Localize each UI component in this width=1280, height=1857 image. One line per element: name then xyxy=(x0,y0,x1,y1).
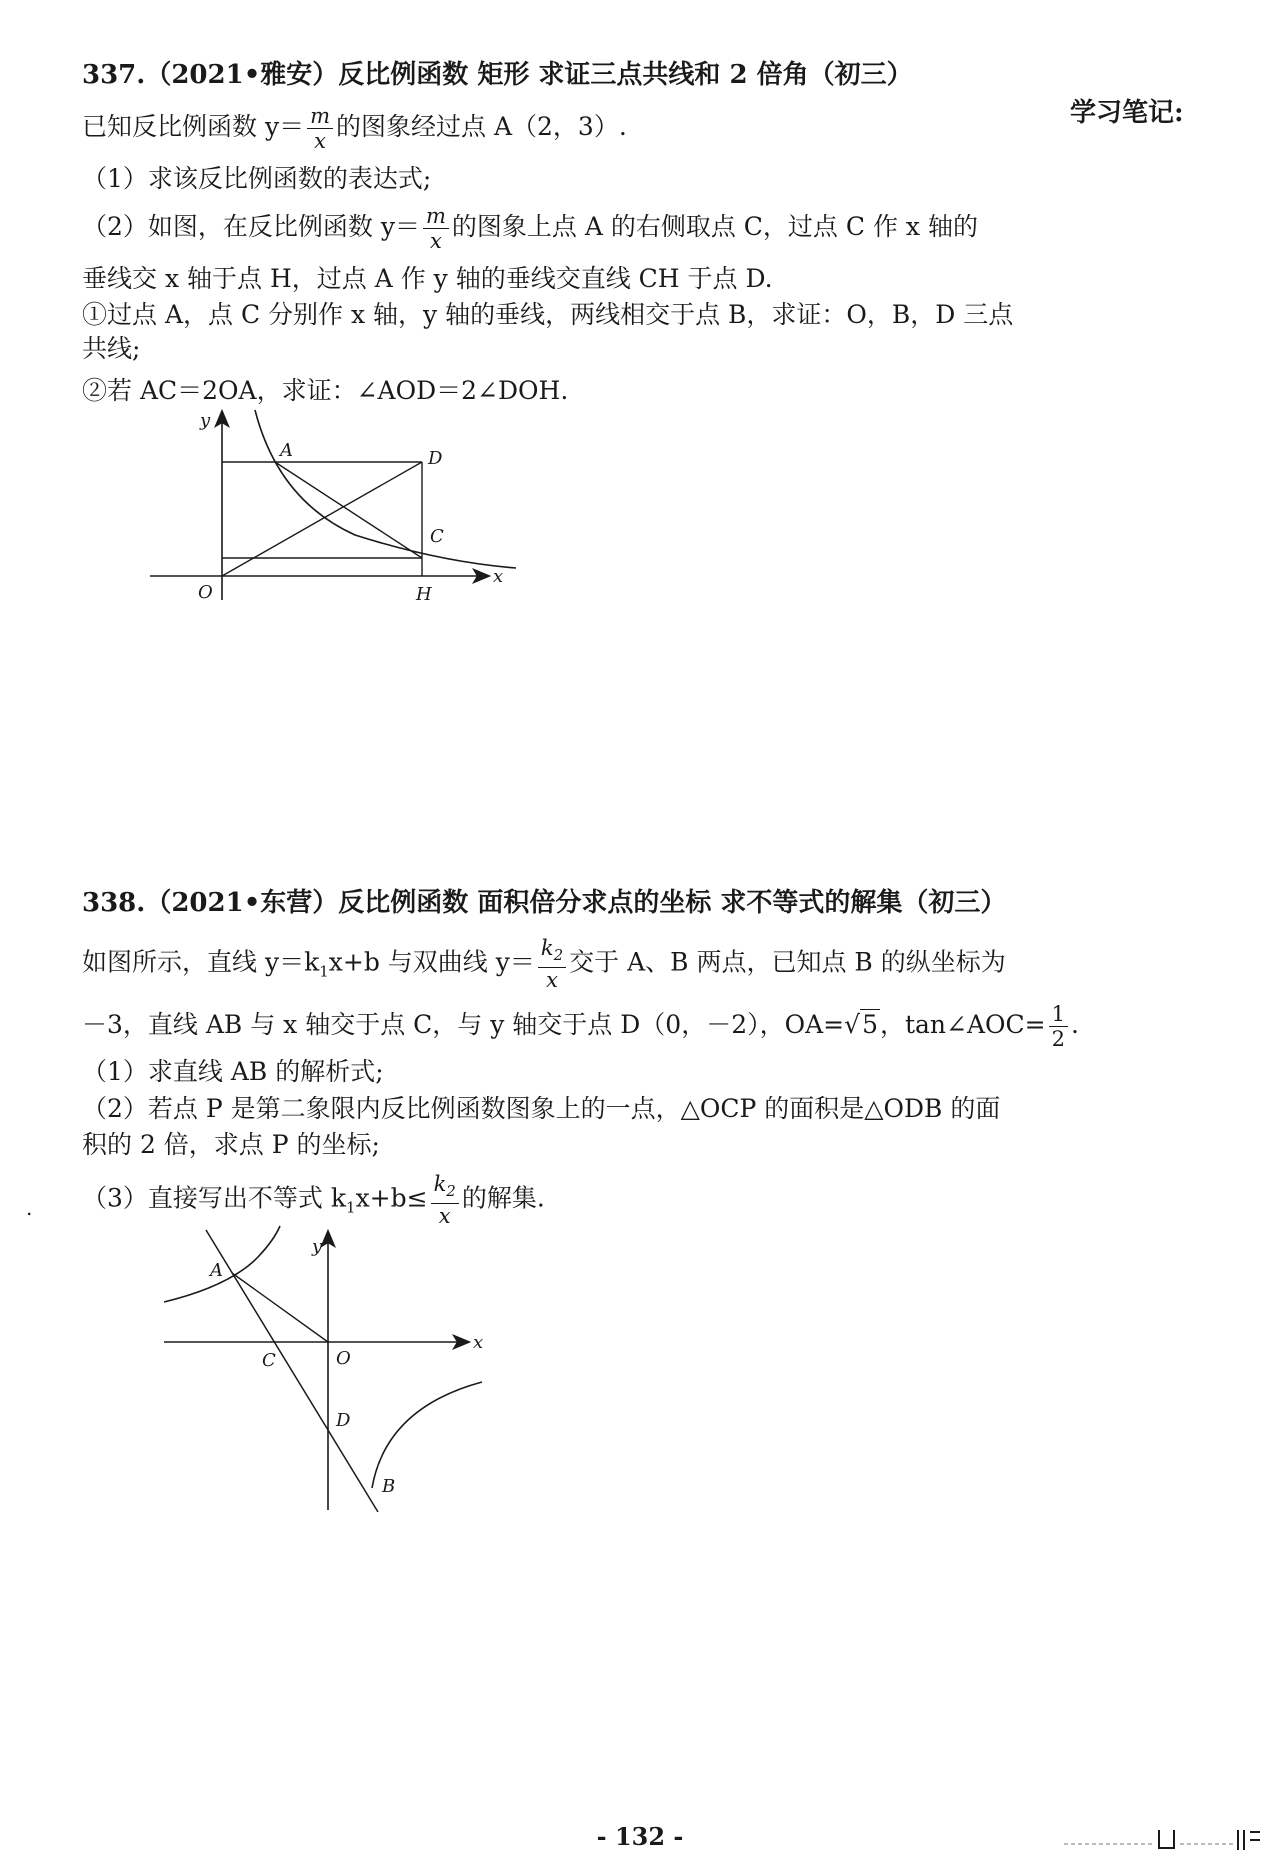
subscript: 2 xyxy=(446,1182,456,1201)
problem-337-q2-line5: ②若 AC＝2OA，求证：∠AOD＝2∠DOH. xyxy=(82,376,569,405)
label-b: B xyxy=(382,1476,396,1497)
fraction-m-over-x xyxy=(423,204,449,253)
frac-den: x xyxy=(438,1204,451,1229)
segment-od xyxy=(222,462,422,576)
subscript: 1 xyxy=(346,1198,356,1217)
frac-num: m xyxy=(423,204,449,229)
fraction-k2-over-x xyxy=(431,1172,459,1228)
frac-num xyxy=(538,936,566,968)
frac-den: x xyxy=(430,229,442,253)
fraction-k2-over-x xyxy=(538,936,566,992)
study-notes-label: 学习笔记: xyxy=(1070,98,1184,128)
frac-num: m xyxy=(307,104,333,129)
text: 的图象上点 A 的右侧取点 C，过点 C 作 x 轴的 xyxy=(451,212,978,241)
page-number: - 132 - xyxy=(596,1822,684,1851)
label-a: A xyxy=(280,440,293,461)
text: －3，直线 AB 与 x 轴交于点 C，与 y 轴交于点 D（0，－2），OA= xyxy=(82,1010,845,1039)
subscript: 1 xyxy=(319,962,329,981)
label-d: D xyxy=(428,448,443,469)
label-h: H xyxy=(416,584,432,605)
text: （2）如图，在反比例函数 y＝ xyxy=(82,212,420,241)
text: 交于 A、B 两点，已知点 B 的纵坐标为 xyxy=(569,947,1006,977)
figure-337 xyxy=(140,400,530,610)
problem-337-q1: （1）求该反比例函数的表达式; xyxy=(82,164,432,193)
segment-ac xyxy=(275,462,422,558)
label-c: C xyxy=(430,526,444,547)
problem-338-intro-line1 xyxy=(82,936,1006,992)
hyperbola-branch-fourth-quadrant xyxy=(372,1382,482,1488)
text: 已知反比例函数 y＝ xyxy=(82,112,305,141)
hyperbola-curve xyxy=(255,410,516,568)
text: . xyxy=(1070,1010,1079,1039)
frac-k: k xyxy=(540,936,554,960)
problem-337-intro xyxy=(82,104,627,153)
text: （3）直接写出不等式 k xyxy=(82,1183,347,1213)
fraction-m-over-x xyxy=(307,104,333,153)
label-y: y xyxy=(312,1236,323,1257)
text: x+b 与双曲线 y＝ xyxy=(328,947,535,977)
label-x: x xyxy=(473,1332,484,1353)
label-c: C xyxy=(262,1350,276,1371)
figure-338 xyxy=(150,1222,500,1512)
subscript: 2 xyxy=(553,946,564,965)
stray-mark: . xyxy=(26,1196,33,1220)
line-ab xyxy=(206,1230,378,1512)
label-o: O xyxy=(198,582,213,603)
label-x: x xyxy=(493,566,504,587)
label-y: y xyxy=(200,410,211,431)
corner-decoration xyxy=(1064,1824,1264,1854)
text: ，tan∠AOC= xyxy=(879,1010,1046,1039)
frac-den: x xyxy=(546,968,558,993)
sqrt-radicand: 5 xyxy=(862,1010,878,1039)
label-d: D xyxy=(336,1410,351,1431)
label-o: O xyxy=(336,1348,351,1369)
text: x+b≤ xyxy=(355,1183,428,1213)
sqrt-expression: √5 xyxy=(844,1010,878,1039)
problem-338-q2-line1: （2）若点 P 是第二象限内反比例函数图象上的一点，△OCP 的面积是△ODB 的面 xyxy=(82,1094,1001,1123)
frac-den: x xyxy=(314,129,326,153)
frac-den: 2 xyxy=(1051,1027,1065,1051)
problem-338-intro-line2 xyxy=(82,1002,1079,1051)
frac-num: 1 xyxy=(1049,1002,1068,1027)
frac-num xyxy=(431,1172,459,1204)
problem-337-q2-line4: 共线; xyxy=(82,334,141,363)
fraction-one-half xyxy=(1049,1002,1068,1051)
problem-337-q2-line3: ①过点 A，点 C 分别作 x 轴，y 轴的垂线，两线相交于点 B，求证：O，B，D 三点 xyxy=(82,300,1014,329)
text: 的解集. xyxy=(461,1183,545,1213)
text: 的图象经过点 A（2，3）. xyxy=(336,112,627,141)
text: 如图所示，直线 y＝k xyxy=(82,947,320,977)
problem-337-title: 337.（2021•雅安）反比例函数 矩形 求证三点共线和 2 倍角（初三） xyxy=(82,60,913,90)
problem-338-title: 338.（2021•东营）反比例函数 面积倍分求点的坐标 求不等式的解集（初三） xyxy=(82,888,1007,918)
frac-k: k xyxy=(433,1172,447,1196)
problem-337-q2-line1 xyxy=(82,204,978,253)
problem-337-q2-line2: 垂线交 x 轴于点 H，过点 A 作 y 轴的垂线交直线 CH 于点 D. xyxy=(82,264,773,293)
problem-338-q3 xyxy=(82,1172,545,1228)
label-a: A xyxy=(210,1260,223,1281)
segment-oa xyxy=(232,1273,328,1342)
problem-338-q1: （1）求直线 AB 的解析式; xyxy=(82,1057,384,1086)
problem-338-q2-line2: 积的 2 倍，求点 P 的坐标; xyxy=(82,1130,380,1159)
